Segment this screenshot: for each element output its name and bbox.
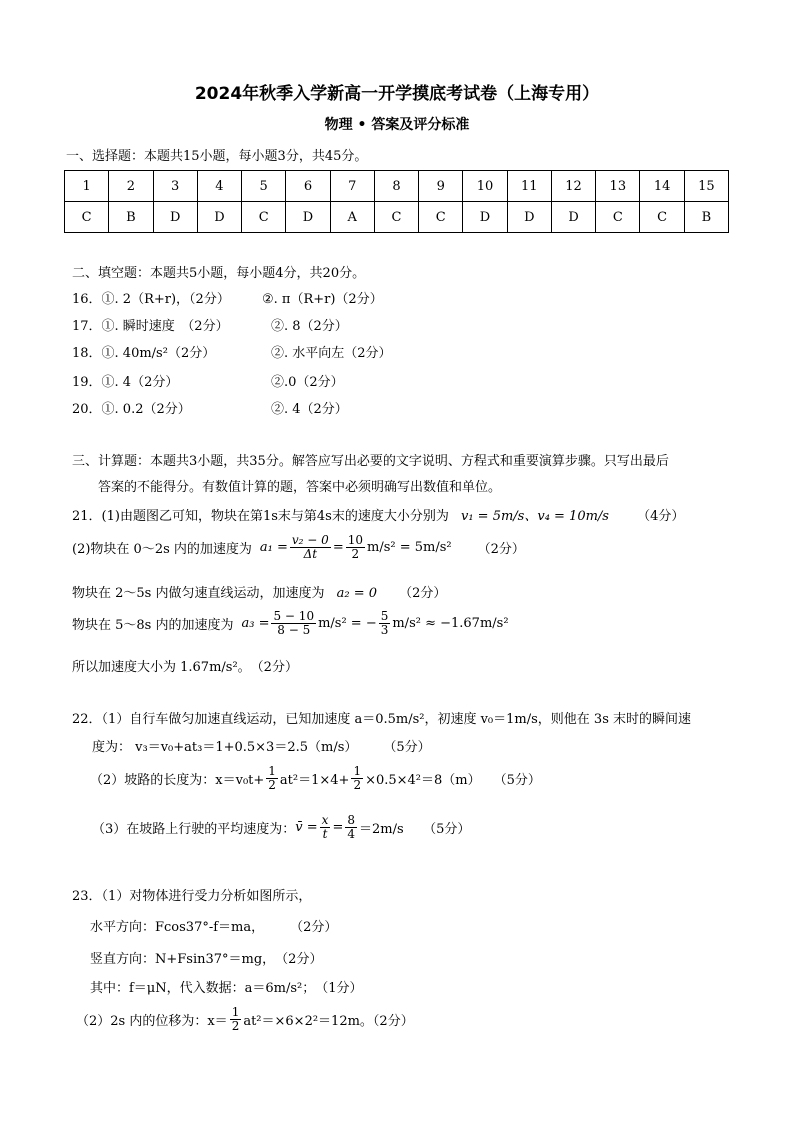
question-number-cell: 9 (419, 171, 463, 202)
question-number-cell: 12 (551, 171, 595, 202)
q23-line4: 其中：f＝μN，代入数据：a＝6m/s²； （1分） (90, 981, 363, 996)
q21-line3: 物块在 2～5s 内做匀速直线运动，加速度为 a₂ = 0 （2分） (72, 586, 447, 601)
section3-heading-line1: 三、计算题：本题共3小题，共35分。解答应写出必要的文字说明、方程式和重要演算步骤。只写出最后 (72, 454, 669, 469)
fill-row-16-a: 16．①. 2（R+r)，（2分） (72, 292, 230, 307)
fill-row-18-a: 18．①. 40m/s²（2分） (72, 346, 216, 361)
answer-cell: D (153, 202, 197, 233)
table-row (65, 171, 729, 202)
answer-cell: C (640, 202, 684, 233)
q21-line1: 21．(1)由题图乙可知，物块在第1s末与第4s末的速度大小分别为 v₁ = 5m/s、v₄ = 10m/s （4分） (72, 509, 685, 524)
answer-cell: C (596, 202, 640, 233)
q21-line2: (2)物块在 0～2s 内的加速度为 a₁ = $\frac{\text{v₂ − 0}}{\Delta t}$ = $\frac{10}{2}$ m/s² = 5m/s² （2分） (72, 533, 525, 561)
page-subtitle: 物理 • 答案及评分标准 (324, 117, 470, 133)
answer-cell: D (286, 202, 330, 233)
fill-row-20-a: 20．①. 0.2（2分） (72, 402, 191, 417)
page-title: 2024年秋季入学新高一开学摸底考试卷（上海专用） (194, 84, 600, 104)
fill-row-20-b: ②. 4（2分） (271, 402, 348, 417)
question-number-cell: 11 (507, 171, 551, 202)
answer-table (64, 170, 729, 233)
fill-row-16-b: ②. π（R+r)（2分） (262, 292, 383, 307)
q23-line1: 23．（1）对物体进行受力分析如图所示， (72, 889, 312, 904)
q23-line2: 水平方向：Fcos37°-f＝ma， （2分） (90, 920, 338, 935)
section1-heading: 一、选择题：本题共15小题，每小题3分，共45分。 (66, 149, 368, 164)
answer-cell: C (374, 202, 418, 233)
answer-cell: D (551, 202, 595, 233)
section2-heading: 二、填空题：本题共5小题，每小题4分，共20分。 (72, 266, 366, 281)
question-number-cell: 14 (640, 171, 684, 202)
answer-cell: A (330, 202, 374, 233)
answer-cell: D (197, 202, 241, 233)
answer-cell: D (463, 202, 507, 233)
answer-cell: D (507, 202, 551, 233)
q22-line2: 度为： v₃＝v₀+at₃＝1+0.5×3＝2.5（m/s） （5分） (92, 740, 431, 755)
q22-line4: （3）在坡路上行驶的平均速度为： v̄ = $\frac{x}{t}$ = $\frac{8}{4}$ ＝2m/s （5分） (92, 813, 471, 841)
question-number-cell: 10 (463, 171, 507, 202)
question-number-cell: 5 (242, 171, 286, 202)
q23-line3: 竖直方向：N+Fsin37°＝mg， （2分） (90, 952, 323, 967)
question-number-cell: 15 (684, 171, 728, 202)
question-number-cell: 2 (109, 171, 153, 202)
q23-line5: （2）2s 内的位移为：x＝ $\frac{1}{2}$ at²＝×6×2²＝12m。（2分） (76, 1005, 414, 1033)
q21-line5: 所以加速度大小为 1.67m/s²。 （2分） (72, 660, 298, 675)
answer-cell: B (684, 202, 728, 233)
question-number-cell: 3 (153, 171, 197, 202)
question-number-cell: 8 (374, 171, 418, 202)
answer-cell: C (242, 202, 286, 233)
question-number-cell: 13 (596, 171, 640, 202)
question-number-cell: 1 (65, 171, 109, 202)
answer-cell: C (419, 202, 463, 233)
fill-row-17-b: ②. 8（2分） (271, 319, 348, 334)
answer-cell: B (109, 202, 153, 233)
q21-line4: 物块在 5～8s 内的加速度为 a₃ = $\frac{5 - 10}{8 - 5}$ m/s² = − $\frac{5}{3}$ m/s² ≈ −1.67m/s² (72, 609, 509, 637)
q22-line1: 22．（1）自行车做匀加速直线运动，已知加速度 a＝0.5m/s²，初速度 v₀＝1m/s，则他在 3s 末时的瞬间速 (72, 712, 692, 727)
section3-heading-line2: 答案的不能得分。有数值计算的题，答案中必须明确写出数值和单位。 (98, 480, 502, 495)
fill-row-19-a: 19．①. 4（2分） (72, 375, 179, 390)
question-number-cell: 6 (286, 171, 330, 202)
fill-row-19-b: ②.0（2分） (271, 375, 344, 390)
q22-line3: （2）坡路的长度为：x＝v₀t+ $\frac{1}{2}$ at²＝1×4+ $\frac{1}{2}$ ×0.5×4²＝8（m） （5分） (90, 764, 541, 792)
answer-cell: C (65, 202, 109, 233)
fill-row-18-b: ②. 水平向左（2分） (271, 346, 392, 361)
question-number-cell: 4 (197, 171, 241, 202)
table-row (65, 202, 729, 233)
question-number-cell: 7 (330, 171, 374, 202)
fill-row-17-a: 17．①. 瞬时速度 （2分） (72, 319, 229, 334)
